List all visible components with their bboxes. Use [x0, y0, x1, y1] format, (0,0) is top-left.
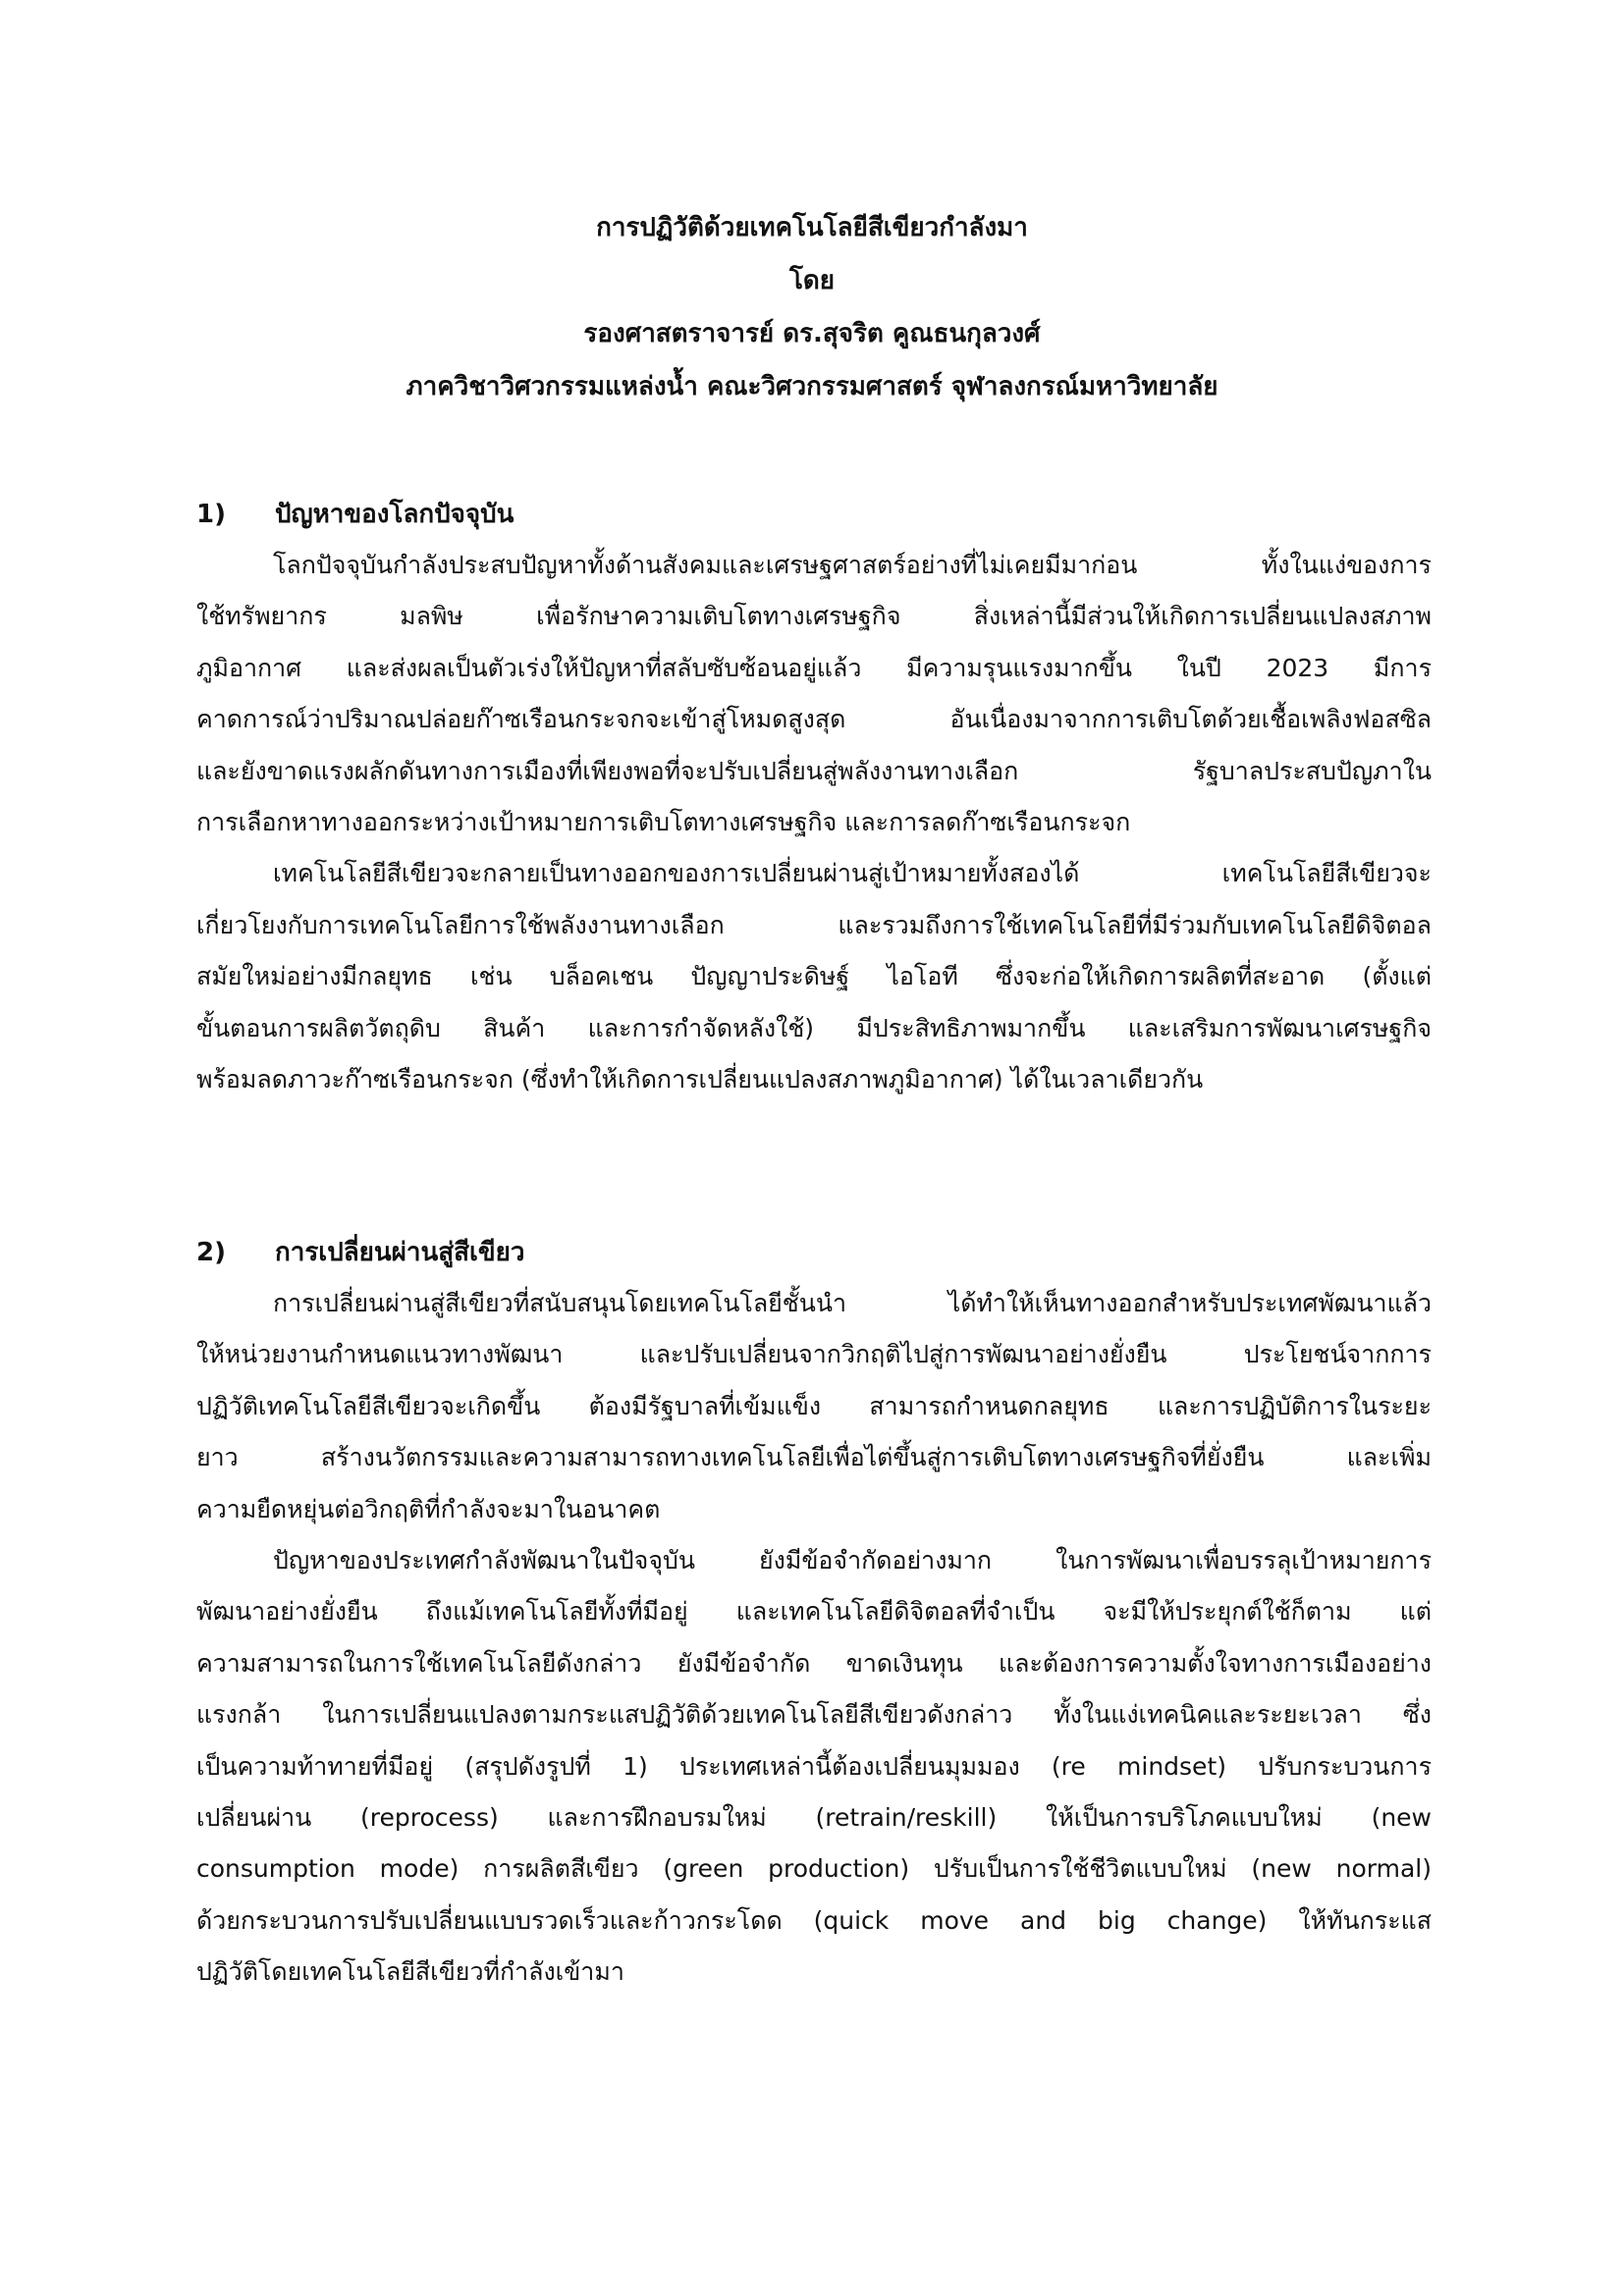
author-name: รองศาสตราจารย์ ดร.สุจริต คูณธนกุลวงศ์	[583, 319, 1041, 348]
paragraph	[196, 1278, 1432, 1535]
text-line: เกี่ยวโยงกับการเทคโนโลยีการใช้พลังงานทางเลือก และรวมถึงการใช้เทคโนโลยีที่มีร่วมกับเทคโนโลยีดิจิตอล	[196, 910, 1432, 939]
text-line: ขั้นตอนการผลิตวัตถุดิบ สินค้า และการกำจัดหลังใช้) มีประสิทธิภาพมากขึ้น และเสริมการพัฒนาเศรษฐกิจ	[196, 1013, 1432, 1042]
text-line: แรงกล้า ในการเปลี่ยนแปลงตามกระแสปฏิวัติด้วยเทคโนโลยีสีเขียวดังกล่าว ทั้งในแง่เทคนิคและระยะเวลา ซึ่ง	[196, 1700, 1432, 1730]
text-line: การเลือกหาทางออกระหว่างเป้าหมายการเติบโตทางเศรษฐกิจ และการลดก๊าซเรือนกระจก	[196, 807, 1131, 836]
text-line: ภูมิอากาศ และส่งผลเป็นตัวเร่งให้ปัญหาที่สลับซับซ้อนอยู่แล้ว มีความรุนแรงมากขึ้น ในปี 2023 มีการ	[196, 653, 1432, 682]
text-line: เปลี่ยนผ่าน (reprocess) และการฝึกอบรมใหม่ (retrain/reskill) ให้เป็นการบริโภคแบบใหม่ (new	[196, 1802, 1432, 1832]
text-line: ใช้ทรัพยากร มลพิษ เพื่อรักษาความเติบโตทางเศรษฐกิจ สิ่งเหล่านี้มีส่วนให้เกิดการเปลี่ยนแปลงสภาพ	[196, 602, 1432, 631]
by-line: โดย	[788, 266, 836, 295]
text-line: เป็นความท้าทายที่มีอยู่ (สรุปดังรูปที่ 1) ประเทศเหล่านี้ต้องเปลี่ยนมุมมอง (re mindset) ปรับกระบวนการ	[196, 1751, 1432, 1781]
document-header	[196, 201, 1428, 413]
section-number: 2)	[196, 1238, 226, 1267]
paragraph	[196, 540, 1432, 848]
text-line: ความยืดหยุ่นต่อวิกฤติที่กำลังจะมาในอนาคต	[196, 1494, 661, 1523]
section-heading	[196, 1227, 1432, 1278]
section-title: การเปลี่ยนผ่านสู่สีเขียว	[275, 1238, 525, 1267]
text-line: พร้อมลดภาวะก๊าซเรือนกระจก (ซึ่งทำให้เกิดการเปลี่ยนแปลงสภาพภูมิอากาศ) ได้ในเวลาเดียวกัน	[196, 1064, 1204, 1094]
text-line: ปฏิวัติเทคโนโลยีสีเขียวจะเกิดขึ้น ต้องมีรัฐบาลที่เข้มแข็ง สามารถกำหนดกลยุทธ และการปฏิบัติการในระยะ	[196, 1391, 1432, 1420]
text-line: ปฏิวัติโดยเทคโนโลยีสีเขียวที่กำลังเข้ามา	[196, 1957, 624, 1987]
text-line: การเปลี่ยนผ่านสู่สีเขียวที่สนับสนุนโดยเทคโนโลยีชั้นนำ ได้ทำให้เห็นทางออกสำหรับประเทศพัฒนาแล้ว	[273, 1289, 1432, 1317]
section-number: 1)	[196, 500, 226, 529]
section-heading	[196, 489, 1432, 540]
paragraph	[196, 1535, 1432, 1999]
author-affiliation: ภาควิชาวิศวกรรมแหล่งน้ำ คณะวิศวกรรมศาสตร์ จุฬาลงกรณ์มหาวิทยาลัย	[406, 372, 1218, 401]
text-line: ปัญหาของประเทศกำลังพัฒนาในปัจจุบัน ยังมีข้อจำกัดอย่างมาก ในการพัฒนาเพื่อบรรลุเป้าหมายการ	[273, 1545, 1432, 1575]
text-line: และยังขาดแรงผลักดันทางการเมืองที่เพียงพอที่จะปรับเปลี่ยนสู่พลังงานทางเลือก รัฐบาลประสบปัญภาใน	[196, 756, 1432, 785]
paragraph	[196, 848, 1432, 1105]
section-1	[196, 489, 1432, 1105]
text-line: โลกปัจจุบันกำลังประสบปัญหาทั้งด้านสังคมและเศรษฐศาสตร์อย่างที่ไม่เคยมีมาก่อน ทั้งในแง่ของการ	[273, 551, 1432, 579]
text-line: พัฒนาอย่างยั่งยืน ถึงแม้เทคโนโลยีทั้งที่มีอยู่ และเทคโนโลยีดิจิตอลที่จำเป็น จะมีให้ประยุกต์ใช้ก็ตาม แต่	[196, 1597, 1432, 1627]
document-title: การปฏิวัติด้วยเทคโนโลยีสีเขียวกำลังมา	[596, 213, 1028, 242]
text-line: สมัยใหม่อย่างมีกลยุทธ เช่น บล็อคเชน ปัญญาประดิษฐ์ ไอโอที ซึ่งจะก่อให้เกิดการผลิตที่สะอาด (ตั้งแต่	[196, 962, 1432, 991]
text-line: ให้หน่วยงานกำหนดแนวทางพัฒนา และปรับเปลี่ยนจากวิกฤติไปสู่การพัฒนาอย่างยั่งยืน ประโยชน์จากการ	[196, 1340, 1432, 1369]
text-line: consumption mode) การผลิตสีเขียว (green production) ปรับเป็นการใช้ชีวิตแบบใหม่ (new normal)	[196, 1854, 1432, 1884]
text-line: ความสามารถในการใช้เทคโนโลยีดังกล่าว ยังมีข้อจำกัด ขาดเงินทุน และต้องการความตั้งใจทางการเมืองอย่าง	[196, 1648, 1432, 1678]
section-title: ปัญหาของโลกปัจจุบัน	[275, 500, 514, 529]
text-line: ด้วยกระบวนการปรับเปลี่ยนแบบรวดเร็วและก้าวกระโดด (quick move and big change) ให้ทันกระแส	[196, 1905, 1432, 1935]
text-line: ยาว สร้างนวัตกรรมและความสามารถทางเทคโนโลยีเพื่อไต่ขึ้นสู่การเติบโตทางเศรษฐกิจที่ยั่งยืน และเพิ่ม	[196, 1443, 1432, 1472]
text-line: คาดการณ์ว่าปริมาณปล่อยก๊าซเรือนกระจกจะเข้าสู่โหมดสูงสุด อันเนื่องมาจากการเติบโตด้วยเชื้อเพลิงฟอสซิล	[196, 705, 1432, 734]
section-2	[196, 1227, 1432, 1998]
text-line: เทคโนโลยีสีเขียวจะกลายเป็นทางออกของการเปลี่ยนผ่านสู่เป้าหมายทั้งสองได้ เทคโนโลยีสีเขียวจะ	[273, 859, 1432, 888]
